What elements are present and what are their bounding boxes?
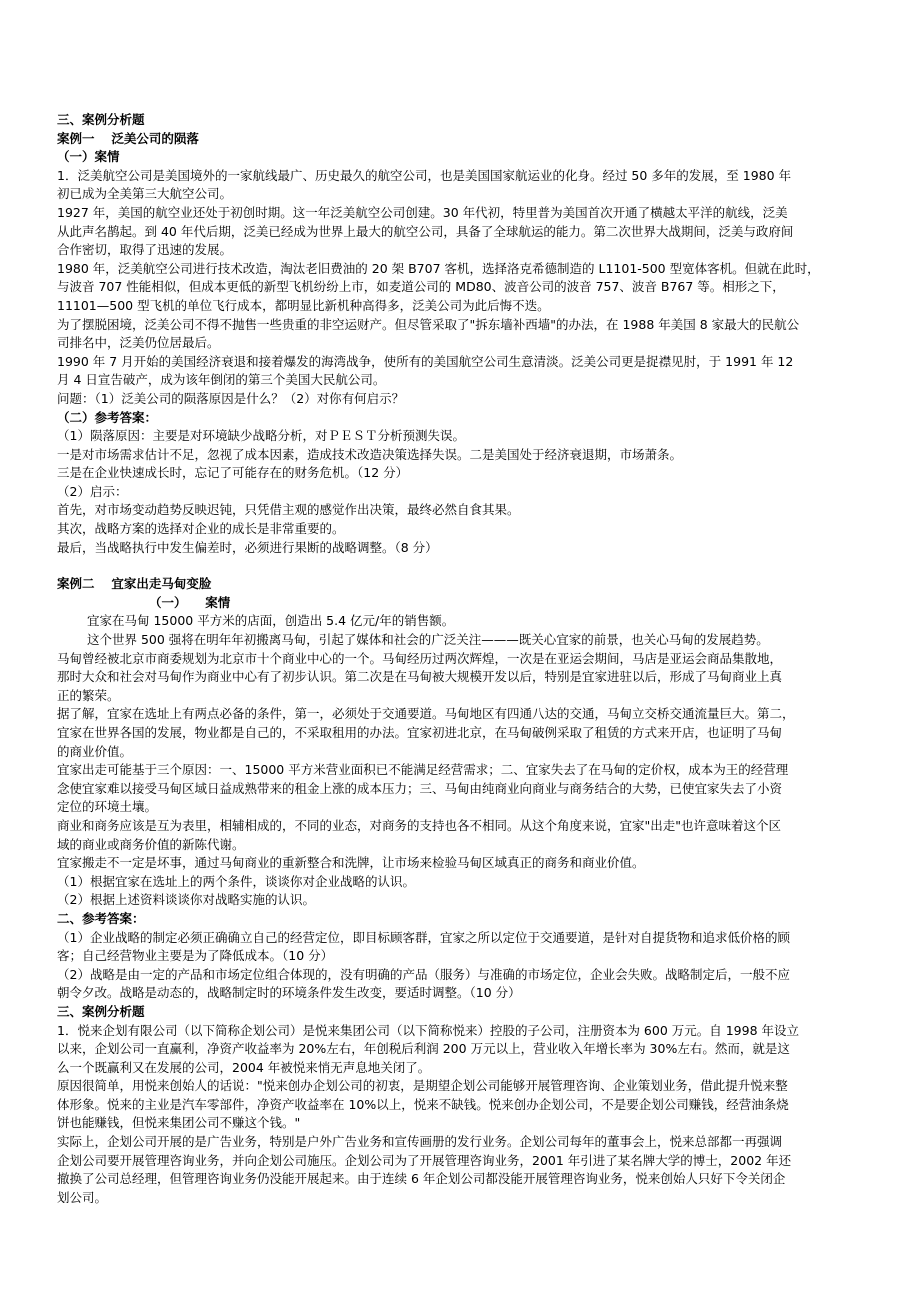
paragraph-line: 据了解，宜家在选址上有两点必备的条件，第一，必须处于交通要道。马甸地区有四通八达的交通，马甸立交桥交通流量巨大。第二，: [57, 706, 795, 722]
paragraph-line: 企划公司要开展管理咨询业务，并向企划公司施压。企划公司为了开展管理咨询业务，2001 年引进了某名牌大学的博士，2002 年还: [57, 1152, 792, 1168]
case-title: 案例一 泛美公司的陨落: [57, 130, 199, 146]
paragraph-line: 念使宜家难以接受马甸区域日益成熟带来的租金上涨的成本压力；三、马甸由纯商业向商业与商务结合的大势，已使宜家失去了小资: [57, 780, 783, 796]
subsection-heading: （一） 案情: [149, 594, 231, 610]
paragraph-line: 撤换了公司总经理，但管理咨询业务仍没能开展起来。由于连续 6 年企划公司都没能开展管理咨询业务，悦来创始人只好下令关闭企: [57, 1171, 786, 1187]
question-line: （2）根据上述资料谈谈你对战略实施的认识。: [57, 892, 315, 908]
paragraph-line: 与波音 707 性能相似，但成本更低的新型飞机纷纷上市，如麦道公司的 MD80、波音公司的波音 757、波音 B767 等。相形之下，: [57, 279, 785, 295]
paragraph-line: 初已成为全美第三大航空公司。: [57, 186, 233, 202]
paragraph-line: 实际上，企划公司开展的是广告业务，特别是户外广告业务和宣传画册的发行业务。企划公司每年的董事会上，悦来总部都一再强调: [57, 1134, 783, 1150]
paragraph-line: 从此声名鹊起。到 40 年代后期，泛美已经成为世界上最大的航空公司，具备了全球航运的能力。第二次世界大战期间，泛美与政府间: [57, 223, 794, 239]
paragraph-line: 合作密切，取得了迅速的发展。: [57, 242, 233, 258]
question-line: （1）根据宜家在选址上的两个条件，谈谈你对企业战略的认识。: [57, 873, 415, 889]
paragraph-line: 体形象。悦来的主业是汽车零部件，净资产收益率在 10%以上，悦来不缺钱。悦来创办企划公司，不是要企划公司赚钱，经营油条烧: [57, 1096, 789, 1112]
question-line: 问题：（1）泛美公司的陨落原因是什么？（2）对你有何启示？: [57, 390, 405, 406]
paragraph-line: 宜家出走可能基于三个原因：一、15000 平方米营业面积已不能满足经营需求；二、宜家失去了在马甸的定价权，成本为王的经营理: [57, 762, 789, 778]
paragraph-line: 那时大众和社会对马甸作为商业中心有了初步认识。第二次是在马甸被大规模开发以后，特别是宜家进驻以后，形成了马甸商业上真: [57, 669, 783, 685]
subsection-heading: （一）案情: [57, 149, 120, 165]
paragraph-line: 的商业价值。: [57, 743, 133, 759]
paragraph-line: 1980 年，泛美航空公司进行技术改造，淘汰老旧费油的 20 架 B707 客机，选择洛克希德制造的 L1101-500 型宽体客机。但就在此时，: [57, 260, 820, 276]
answer-line: （1）企业战略的制定必须正确确立自己的经营定位，即目标顾客群，宜家之所以定位于交通要道，是针对自提货物和追求低价格的顾: [57, 929, 790, 945]
paragraph-line: 月 4 日宣告破产，成为该年倒闭的第三个美国大民航公司。: [57, 372, 386, 388]
answer-line: 三是在企业快速成长时，忘记了可能存在的财务危机。（12 分）: [57, 465, 409, 481]
paragraph-line: 司排名中，泛美仍位居最后。: [57, 335, 220, 351]
paragraph-line: 马甸曾经被北京市商委规划为北京市十个商业中心的一个。马甸经历过两次辉煌，一次是在亚运会期间，马店是亚运会商品集散地，: [57, 650, 783, 666]
paragraph-line: 域的商业或商务价值的新陈代谢。: [57, 836, 245, 852]
paragraph-line: 划公司。: [57, 1189, 108, 1205]
paragraph-line: 定位的环境土壤。: [57, 799, 158, 815]
answer-heading: （二）参考答案：: [57, 409, 158, 425]
paragraph-line: 宜家在世界各国的发展，物业都是自己的，不采取租用的办法。宜家初进北京，在马甸破例采取了租赁的方式来开店，也证明了马甸: [57, 725, 783, 740]
document-page: [57, 111, 863, 1207]
paragraph-line: 为了摆脱困境，泛美公司不得不抛售一些贵重的非空运财产。但尽管采取了"拆东墙补西墙"的办法，在 1988 年美国 8 家最大的民航公: [57, 316, 800, 332]
paragraph-line: 以来，企划公司一直赢利，净资产收益率为 20%左右，年创税后利润 200 万元以上，营业收入年增长率为 30%左右。然而，就是这: [57, 1041, 790, 1057]
paragraph-line: 正的繁荣。: [57, 687, 120, 703]
paragraph-line: 么一个既赢利又在发展的公司，2004 年被悦来悄无声息地关闭了。: [57, 1059, 431, 1075]
paragraph-line: 1．悦来企划有限公司（以下简称企划公司）是悦来集团公司（以下简称悦来）控股的子公司，注册资本为 600 万元。自 1998 年设立: [57, 1022, 800, 1038]
answer-line: 客；自己经营物业主要是为了降低成本。（10 分）: [57, 948, 334, 964]
paragraph-line: 11101—500 型飞机的单位飞行成本，都明显比新机种高得多，泛美公司为此后悔不迭。: [57, 297, 550, 313]
blank-line: [57, 557, 863, 575]
paragraph-line: 宜家在马甸 15000 平方米的店面，创造出 5.4 亿元/年的销售额。: [87, 613, 455, 629]
paragraph-line: 宜家搬走不一定是坏事，通过马甸商业的重新整合和洗牌，让市场来检验马甸区域真正的商务和商业价值。: [57, 855, 645, 871]
answer-line: （2）启示：: [57, 483, 128, 499]
paragraph-line: 1927 年，美国的航空业还处于初创时期。这一年泛美航空公司创建。30 年代初，特里普为美国首次开通了横越太平洋的航线，泛美: [57, 204, 788, 220]
paragraph-line: 原因很简单，用悦来创始人的话说："悦来创办企划公司的初衷，是期望企划公司能够开展管理咨询、企业策划业务，借此提升悦来整: [57, 1078, 788, 1094]
paragraph-line: 1．泛美航空公司是美国境外的一家航线最广、历史最久的航空公司，也是美国国家航运业的化身。经过 50 多年的发展，至 1980 年: [57, 167, 792, 183]
paragraph-line: 1990 年 7 月开始的美国经济衰退和接着爆发的海湾战争，使所有的美国航空公司生意清淡。泛美公司更是捉襟见肘，于 1991 年 12: [57, 353, 794, 369]
answer-line: 最后，当战略执行中发生偏差时，必须进行果断的战略调整。（8 分）: [57, 539, 438, 555]
case-title: 案例二 宜家出走马甸变脸: [57, 576, 212, 592]
answer-line: 一是对市场需求估计不足，忽视了成本因素，造成技术改造决策选择失误。二是美国处于经济衰退期，市场萧条。: [57, 446, 683, 462]
paragraph-line: 商业和商务应该是互为表里，相辅相成的，不同的业态，对商务的支持也各不相同。从这个角度来说，宜家"出走"也许意味着这个区: [57, 817, 782, 833]
answer-heading: 二、参考答案：: [57, 910, 145, 926]
answer-line: 其次，战略方案的选择对企业的成长是非常重要的。: [57, 521, 345, 537]
paragraph-line: 这个世界 500 强将在明年年初搬离马甸，引起了媒体和社会的广泛关注———既关心宜家的前景，也关心马甸的发展趋势。: [87, 632, 769, 648]
answer-line: 首先，对市场变动趋势反映迟钝，只凭借主观的感觉作出决策，最终必然自食其果。: [57, 502, 520, 518]
answer-line: （1）陨落原因：主要是对环境缺少战略分析，对ＰＥＳＴ分析预测失误。: [57, 428, 465, 444]
answer-line: 朝令夕改。战略是动态的，战略制定时的环境条件发生改变，要适时调整。（10 分）: [57, 985, 521, 1001]
section-heading: 三、案例分析题: [57, 112, 145, 127]
section-heading: 三、案例分析题: [57, 1003, 145, 1019]
answer-line: （2）战略是由一定的产品和市场定位组合体现的，没有明确的产品（服务）与准确的市场定位，企业会失败。战略制定后，一般不应: [57, 966, 790, 982]
paragraph-line: 饼也能赚钱，但悦来集团公司不赚这个钱。": [57, 1115, 301, 1131]
